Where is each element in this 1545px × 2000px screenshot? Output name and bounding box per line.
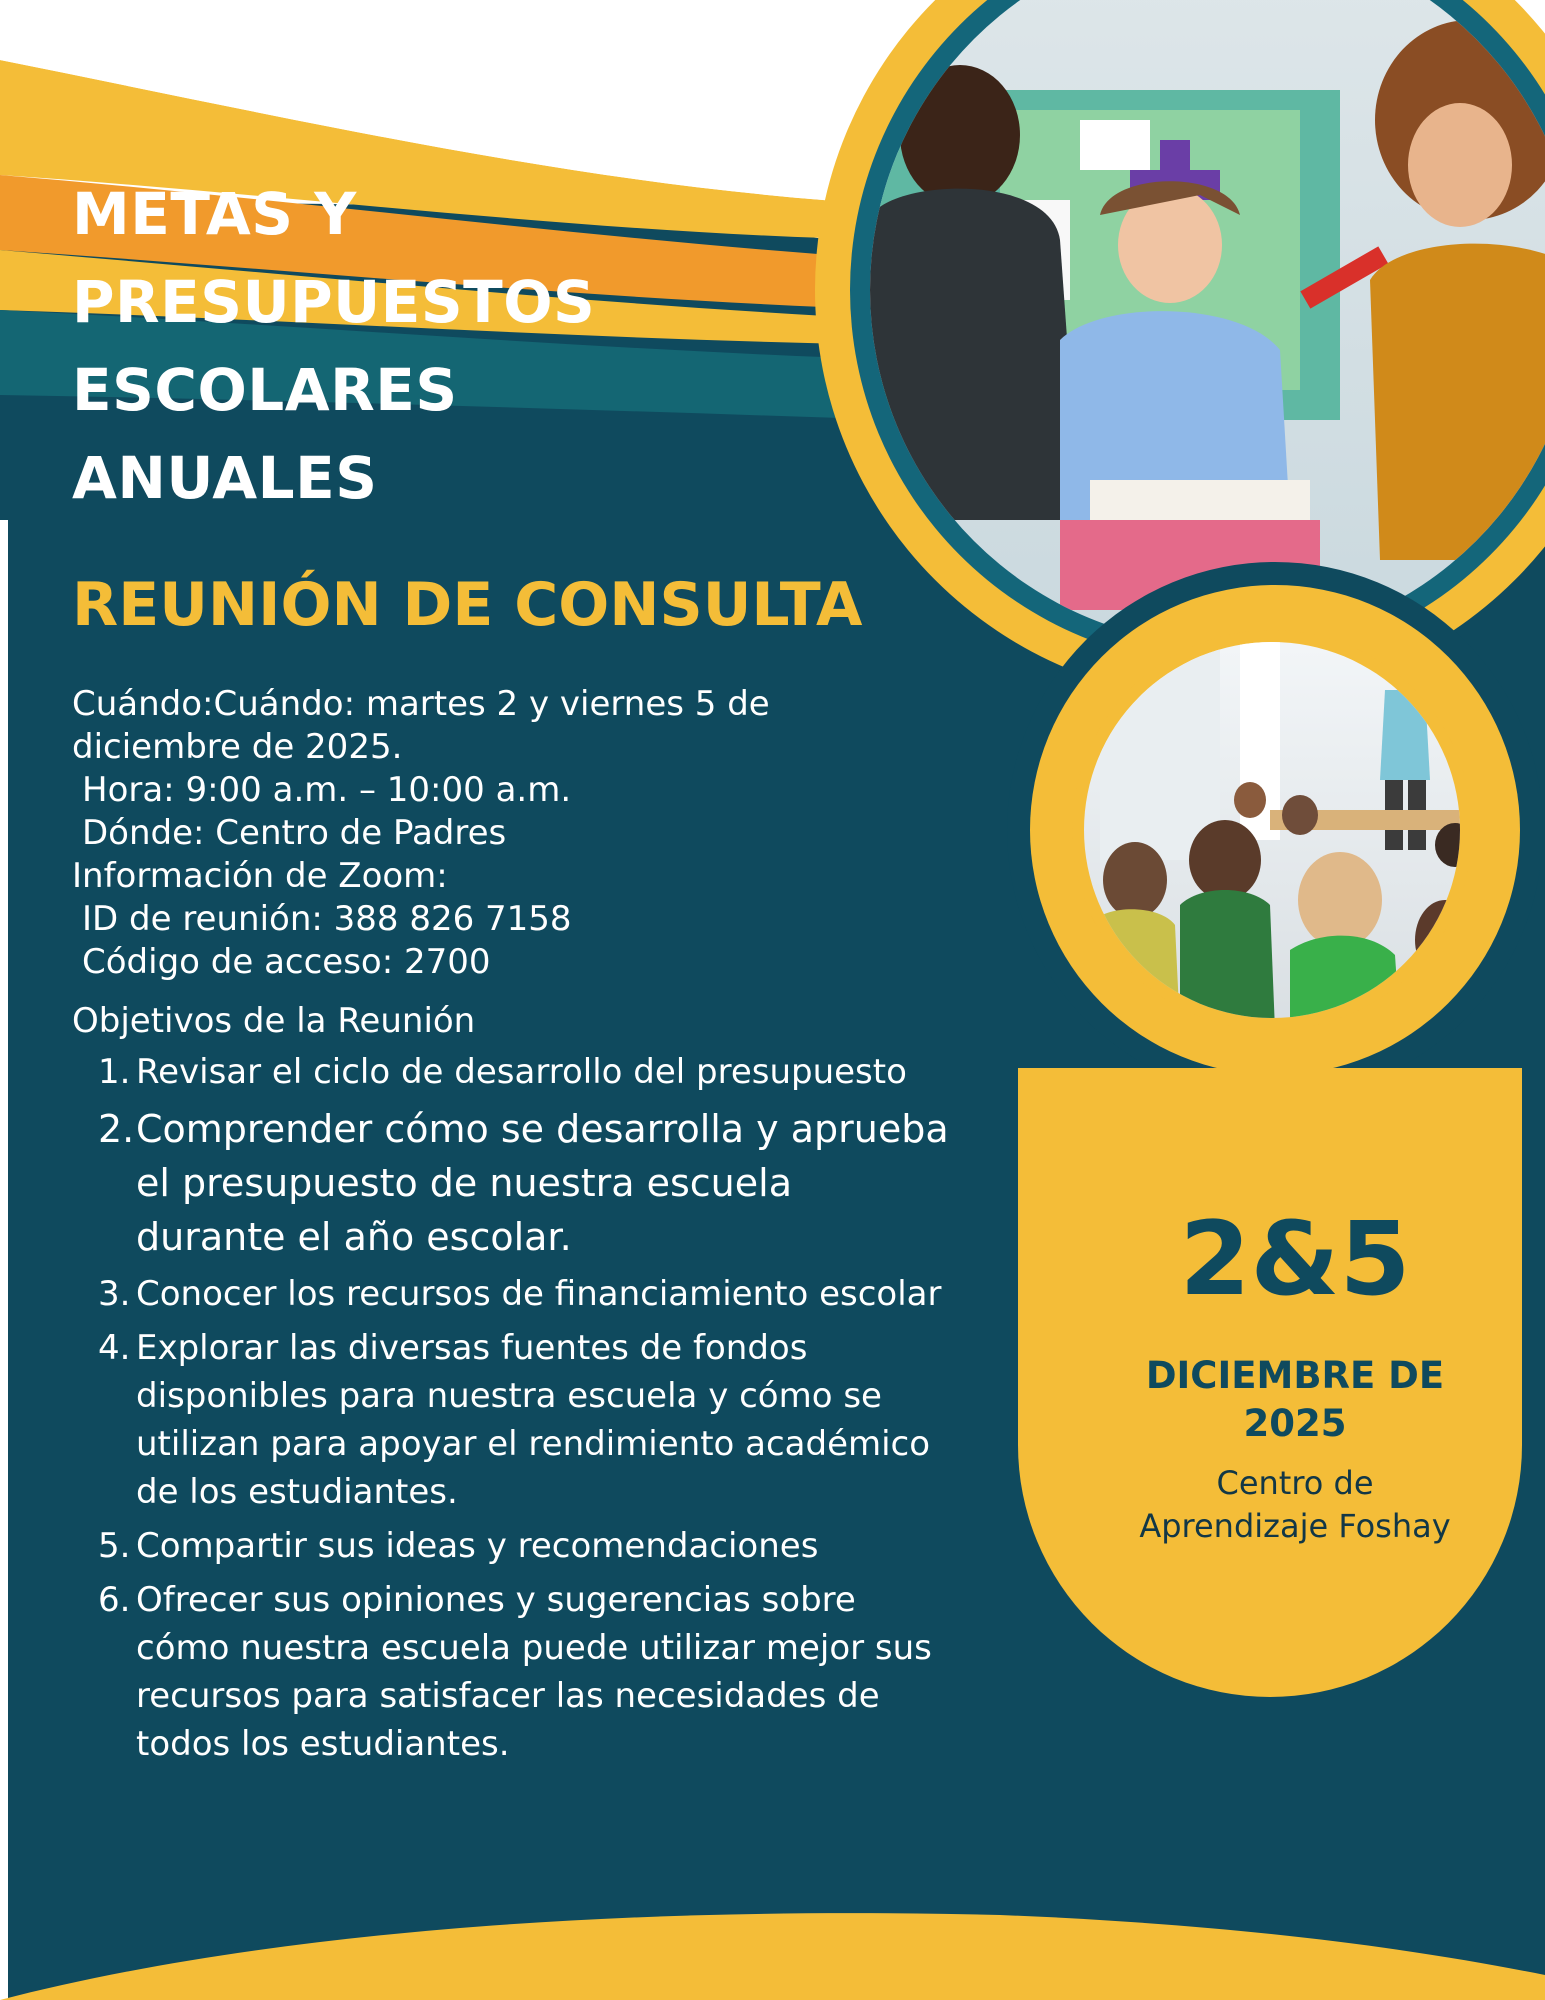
item-text: Explorar las diversas fuentes de fondos disponibles para nuestra escuela y cómo se utilizan para apoyar el rendimiento académico de los estudiantes. <box>136 1328 931 1512</box>
subtitle: REUNIÓN DE CONSULTA <box>72 570 863 640</box>
when-text: Cuándo:Cuándo: martes 2 y viernes 5 de <box>72 684 770 724</box>
zoom-heading: Información de Zoom: <box>72 856 448 896</box>
meeting-id: ID de reunión: 388 826 7158 <box>82 899 572 939</box>
venue-line: Centro de <box>1216 1464 1374 1502</box>
list-item <box>72 1048 952 1096</box>
item-number: 6. <box>98 1580 131 1620</box>
venue-line: Aprendizaje Foshay <box>1139 1507 1451 1545</box>
list-item <box>72 1576 952 1768</box>
objectives-heading: Objetivos de la Reunión <box>72 1001 476 1041</box>
where-text: Dónde: Centro de Padres <box>82 813 507 853</box>
event-days: 2&5 <box>1179 1200 1411 1319</box>
item-number: 2. <box>98 1107 135 1151</box>
year-line: 2025 <box>1243 1402 1347 1445</box>
item-text: Compartir sus ideas y recomendaciones <box>136 1526 819 1566</box>
item-number: 1. <box>98 1052 131 1092</box>
objectives-list <box>72 1048 952 1774</box>
item-text: Comprender cómo se desarrolla y aprueba el presupuesto de nuestra escuela durante el año escolar. <box>136 1107 949 1259</box>
list-item <box>72 1522 952 1570</box>
item-number: 5. <box>98 1526 131 1566</box>
list-item <box>72 1270 952 1318</box>
title-line: PRESUPUESTOS <box>72 268 596 336</box>
item-text: Ofrecer sus opiniones y sugerencias sobre cómo nuestra escuela puede utilizar mejor sus recursos para satisfacer las necesidades de todos los estudiantes. <box>136 1580 932 1764</box>
list-item <box>72 1324 952 1516</box>
event-venue <box>1085 1462 1505 1548</box>
meeting-details <box>72 683 972 984</box>
title-line: ESCOLARES <box>72 356 458 424</box>
when-text-cont: diciembre de 2025. <box>72 727 403 767</box>
item-number: 4. <box>98 1328 131 1368</box>
item-text: Conocer los recursos de financiamiento escolar <box>136 1274 942 1314</box>
event-month <box>1085 1352 1505 1448</box>
title-line: ANUALES <box>72 444 378 512</box>
time-text: Hora: 9:00 a.m. – 10:00 a.m. <box>82 770 572 810</box>
page-title <box>72 170 772 522</box>
item-number: 3. <box>98 1274 131 1314</box>
month-line: DICIEMBRE DE <box>1145 1354 1445 1397</box>
list-item <box>72 1102 952 1264</box>
item-text: Revisar el ciclo de desarrollo del presupuesto <box>136 1052 907 1092</box>
title-line: METAS Y <box>72 180 357 248</box>
passcode: Código de acceso: 2700 <box>82 942 491 982</box>
